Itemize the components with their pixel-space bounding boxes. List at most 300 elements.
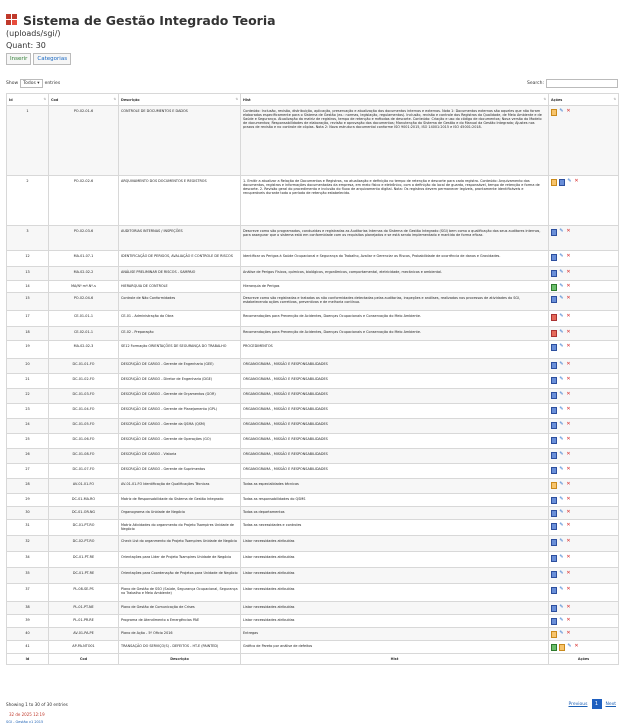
row-actions	[549, 176, 619, 226]
row-actions	[549, 341, 619, 359]
table-row	[7, 615, 619, 628]
edit-icon[interactable]: ✎	[559, 253, 564, 259]
toolbar	[6, 53, 71, 65]
pdf-file-icon[interactable]	[551, 631, 557, 638]
row-code: DC-01-PT-RO	[49, 520, 119, 536]
edit-icon[interactable]: ✎	[559, 604, 564, 610]
edit-icon[interactable]: ✎	[559, 376, 564, 382]
edit-icon[interactable]: ✎	[559, 421, 564, 427]
row-history: Todos os departamentos	[241, 507, 549, 520]
row-description: CE-02 - Preparação	[119, 327, 241, 341]
row-actions	[549, 419, 619, 434]
table-info: Showing 1 to 30 of 30 entries	[6, 702, 68, 707]
pdf-file-icon[interactable]	[559, 644, 565, 651]
excel-file-icon[interactable]	[551, 644, 557, 651]
row-description: Orientações para Líder de Projeto Tsampires Unidade de Negócio	[119, 552, 241, 568]
row-code: PO-02-03-6	[49, 226, 119, 251]
row-actions	[549, 615, 619, 628]
table-row	[7, 293, 619, 311]
delete-icon[interactable]: ✕	[566, 436, 571, 442]
row-id: 24	[7, 419, 49, 434]
entries-label: entries	[44, 81, 61, 86]
word-file-icon[interactable]	[559, 179, 565, 186]
edit-icon[interactable]: ✎	[559, 617, 564, 623]
word-file-icon[interactable]	[551, 587, 557, 594]
row-code: AV-01-01-FO	[49, 479, 119, 494]
word-file-icon[interactable]	[551, 605, 557, 612]
delete-icon[interactable]: ✕	[566, 586, 571, 592]
sort-icon: ⇅	[235, 97, 238, 101]
table-row	[7, 628, 619, 641]
row-history: 1. Emitir a atualizar a Relação de Documentos e Registros, na atualização e definição no tempo de retenção e descarte para cada registro. Conteúdo: Arquivamento dos documentos, registros e informações documentadas da empresa, em meio físico e eletrônico, com a definição do local de guarda, responsável, tempo de retenção e forma de descarte. 2. Revisão geral do procedimento e inclusão do fluxo de arquivamento digital. Nota: Os registros devem permanecer legíveis, prontamente identificáveis e recuperáveis durante todo o período de retenção estabelecido.	[241, 176, 549, 226]
word-file-icon[interactable]	[551, 467, 557, 474]
row-actions	[549, 267, 619, 281]
row-id: 38	[7, 602, 49, 615]
row-history: Análise de Perigos Físicos, químicos, biológicos, ergonômicos, comportamental, eletricidade, mecânicos e ambiental.	[241, 267, 549, 281]
column-header-id[interactable]: Id ⇅	[7, 94, 49, 106]
word-file-icon[interactable]	[551, 377, 557, 384]
row-history: Recomendações para Prevenção de Acidentes, Doenças Ocupacionais e Conservação do Meio Ambiente.	[241, 327, 549, 341]
row-actions	[549, 449, 619, 464]
delete-icon[interactable]: ✕	[574, 643, 579, 649]
row-description: DESCRIÇÃO DE CARGO - Gerente de Orçamentos (GOR)	[119, 389, 241, 404]
delete-icon[interactable]: ✕	[566, 538, 571, 544]
table-row	[7, 449, 619, 464]
delete-icon[interactable]: ✕	[566, 421, 571, 427]
column-header-descricao[interactable]: Descrição ⇅	[119, 94, 241, 106]
row-code: MA-02-02-2	[49, 267, 119, 281]
row-id: 41	[7, 641, 49, 654]
edit-icon[interactable]: ✎	[559, 496, 564, 502]
delete-icon[interactable]: ✕	[566, 451, 571, 457]
edit-icon[interactable]: ✎	[559, 466, 564, 472]
footer-header-hist: Hist	[241, 654, 549, 665]
word-file-icon[interactable]	[551, 344, 557, 351]
row-code: PL-08-SE-PS	[49, 584, 119, 602]
row-id: 2	[7, 176, 49, 226]
delete-icon[interactable]: ✕	[566, 108, 571, 114]
edit-icon[interactable]: ✎	[559, 283, 564, 289]
row-code: PO-02-02-6	[49, 176, 119, 226]
previous-page-link[interactable]: Previous	[568, 701, 588, 707]
edit-icon[interactable]: ✎	[559, 295, 564, 301]
edit-icon[interactable]: ✎	[559, 391, 564, 397]
delete-icon[interactable]: ✕	[566, 283, 571, 289]
delete-icon[interactable]: ✕	[566, 391, 571, 397]
table-row	[7, 494, 619, 507]
row-description: Check List do organmento do Projeto Tsampires Unidade de Negócio	[119, 536, 241, 552]
delete-icon[interactable]: ✕	[566, 604, 571, 610]
word-file-icon[interactable]	[551, 539, 557, 546]
pdf-file-icon[interactable]	[551, 109, 557, 116]
row-code: DC-01-05-FO	[49, 419, 119, 434]
table-row	[7, 479, 619, 494]
upload-path: (uploads/sgi/)	[6, 29, 61, 38]
row-history: Gráfico de Pareto por análise de defeitos	[241, 641, 549, 654]
table-row	[7, 641, 619, 654]
row-actions	[549, 602, 619, 615]
row-id: 40	[7, 628, 49, 641]
row-history: ORGANOGRAMA , MISSÃO E RESPONSABILIDADES	[241, 464, 549, 479]
quantity-count: Quant: 30	[6, 41, 46, 50]
edit-icon[interactable]: ✎	[559, 509, 564, 515]
word-file-icon[interactable]	[551, 296, 557, 303]
word-file-icon[interactable]	[551, 270, 557, 277]
row-actions	[549, 389, 619, 404]
row-description: IDENTIFICAÇÃO DE PERIGOS, AVALIAÇÃO E CONTROLE DE RISCOS	[119, 251, 241, 267]
row-history: Identificar os Perigos à Saúde Ocupacional e Segurança do Trabalho, Avaliar e Gerenciar os Riscos, Probabilidade de ocorrência de danos e Gravidades.	[241, 251, 549, 267]
column-header-cod[interactable]: Cod ⇅	[49, 94, 119, 106]
row-actions	[549, 552, 619, 568]
row-code: PO-02-01-6	[49, 106, 119, 176]
row-history: Descreve como são programadas, conduzidas e registradas as Auditorias Internas do Sistema de Gestão Integrado (SGI) bem como a qualificação dos seus auditores internos, para assegurar que o sistema está em conformidade com os requisitos planejados e se está sendo implementado e mantido de forma eficaz.	[241, 226, 549, 251]
show-entries-control	[6, 79, 60, 88]
delete-icon[interactable]: ✕	[566, 228, 571, 234]
row-id: 28	[7, 479, 49, 494]
delete-icon[interactable]: ✕	[566, 570, 571, 576]
row-id: 37	[7, 584, 49, 602]
row-description: AV-01-01-FO Identificação de Qualificações Técnicas	[119, 479, 241, 494]
edit-icon[interactable]: ✎	[559, 269, 564, 275]
edit-icon[interactable]: ✎	[559, 436, 564, 442]
delete-icon[interactable]: ✕	[566, 466, 571, 472]
row-actions	[549, 106, 619, 176]
row-actions	[549, 226, 619, 251]
row-history: ORGANOGRAMA , MISSÃO E RESPONSABILIDADES	[241, 374, 549, 389]
delete-icon[interactable]: ✕	[566, 295, 571, 301]
row-actions	[549, 404, 619, 419]
edit-icon[interactable]: ✎	[559, 538, 564, 544]
row-history: Conteúdo: Inclusão, revisão, distribuição, aplicação, preservação e atualização dos documentos internos e externos. Nota 1: Documentos externos são aqueles que não foram elaborados especificamente para o Sistema de Gestão (ex.: normas, legislação, regulamentos). Inclusão, revisão e controle dos Registros da Qualidade, de Meio Ambiente e de Saúde e Segurança. Atualização da matriz de registros, tempo de retenção e métodos de descarte. Conteúdo: Criação e uso do código de documentos; Nova versão do Modelo de documentos; Responsabilidades de elaboração, revisão e aprovação dos documentos; Manutenção do Sistema de Gestão e do Manual da Gestão Integrada; Ajustes nos prazos de revisão e no controle de cópias. Nota 2: Nova estrutura documental conforme ISO 9001:2015, ISO 14001:2015 e ISO 45001:2018.	[241, 106, 549, 176]
word-file-icon[interactable]	[551, 229, 557, 236]
row-code: PO-02-04-6	[49, 293, 119, 311]
word-file-icon[interactable]	[551, 523, 557, 530]
row-history: PROCEDIMENTOS	[241, 341, 549, 359]
row-description: Matriz de Responsabilidade do Sistema de Gestão Integrado	[119, 494, 241, 507]
word-file-icon[interactable]	[551, 618, 557, 625]
edit-icon[interactable]: ✎	[559, 451, 564, 457]
edit-icon[interactable]: ✎	[559, 406, 564, 412]
row-id: 32	[7, 536, 49, 552]
row-code: DC-01-03-FO	[49, 389, 119, 404]
table-row	[7, 389, 619, 404]
row-description: SE12 Formação ORIENTAÇÕES DE SEGURANÇA DO TRABALHO	[119, 341, 241, 359]
row-id: 18	[7, 327, 49, 341]
row-history: ORGANOGRAMA , MISSÃO E RESPONSABILIDADES	[241, 434, 549, 449]
row-description: ANÁLISE PRELIMINAR DE RISCOS - SAMPAIO	[119, 267, 241, 281]
row-id: 3	[7, 226, 49, 251]
row-description: DESCRIÇÃO DE CARGO - Gerente de Engenharia (GEE)	[119, 359, 241, 374]
edit-icon[interactable]: ✎	[559, 586, 564, 592]
row-id: 29	[7, 494, 49, 507]
row-description: DESCRIÇÃO DE CARGO - Diretor de Engenharia (DGE)	[119, 374, 241, 389]
row-description: Matriz Atividades do organmento do Projeto Tsampires Unidade de Negócio	[119, 520, 241, 536]
edit-icon[interactable]: ✎	[559, 361, 564, 367]
table-row	[7, 404, 619, 419]
row-history: Listar necessidades atribuídas	[241, 568, 549, 584]
footer-header-descricao: Descrição	[119, 654, 241, 665]
search-input[interactable]	[546, 79, 618, 88]
row-code: CE-01-01-1	[49, 311, 119, 327]
row-id: 1	[7, 106, 49, 176]
sort-icon: ⇅	[43, 97, 46, 101]
row-description: Plano de Gestão de Comunicação de Crises	[119, 602, 241, 615]
show-label: Show	[6, 81, 19, 86]
row-code: DC-01-07-FO	[49, 464, 119, 479]
row-actions	[549, 359, 619, 374]
pdf-file-icon[interactable]	[551, 330, 557, 337]
word-file-icon[interactable]	[551, 555, 557, 562]
categories-button[interactable]: Categorias	[33, 53, 71, 65]
row-description: DESCRIÇÃO DE CARGO - Gerente de Suprimentos	[119, 464, 241, 479]
edit-icon[interactable]: ✎	[567, 178, 572, 184]
row-history: ORGANOGRAMA , MISSÃO E RESPONSABILIDADES	[241, 359, 549, 374]
row-description: ARQUIVAMENTO DOS DOCUMENTOS E REGISTROS	[119, 176, 241, 226]
delete-icon[interactable]: ✕	[566, 406, 571, 412]
footer-version: SGI - Gestão v1 2015	[6, 720, 44, 724]
table-row	[7, 176, 619, 226]
table-row	[7, 520, 619, 536]
row-history: Listar necessidades atribuídas	[241, 615, 549, 628]
sort-icon: ⇅	[113, 97, 116, 101]
search-control	[527, 79, 618, 88]
row-code: DC-01-06-FO	[49, 434, 119, 449]
row-id: 22	[7, 389, 49, 404]
row-code: AV-01-PA-PE	[49, 628, 119, 641]
sort-icon: ⇅	[613, 97, 616, 101]
column-header-hist[interactable]: Hist ⇅	[241, 94, 549, 106]
row-description: CONTROLE DE DOCUMENTOS E DADOS	[119, 106, 241, 176]
row-actions	[549, 641, 619, 654]
row-actions	[549, 520, 619, 536]
delete-icon[interactable]: ✕	[566, 329, 571, 335]
row-history: ORGANOGRAMA , MISSÃO E RESPONSABILIDADES	[241, 404, 549, 419]
word-file-icon[interactable]	[551, 254, 557, 261]
search-label: Search:	[527, 81, 544, 86]
table-row	[7, 568, 619, 584]
delete-icon[interactable]: ✕	[566, 496, 571, 502]
row-description: Controle de Não Conformidades	[119, 293, 241, 311]
row-actions	[549, 464, 619, 479]
row-code: CE-02-01-1	[49, 327, 119, 341]
row-id: 31	[7, 520, 49, 536]
row-code: DC-01-04-FO	[49, 404, 119, 419]
row-id: 20	[7, 359, 49, 374]
table-row	[7, 434, 619, 449]
row-history: Todas as especialidades técnicas	[241, 479, 549, 494]
word-file-icon[interactable]	[551, 407, 557, 414]
pdf-file-icon[interactable]	[551, 314, 557, 321]
table-row	[7, 552, 619, 568]
row-description: DESCRIÇÃO DE CARGO - Gerente de Planejamento (GPL)	[119, 404, 241, 419]
row-description: Plano de Gestão de SSO (Saúde, Segurança Ocupacional, Segurança no Trabalho e Meio Ambiente)	[119, 584, 241, 602]
footer-header-cod: Cod	[49, 654, 119, 665]
row-description: TRANSAÇÃO DO SERVIÇO(S) - DEFEITOS - HT-E (PAINTED)	[119, 641, 241, 654]
row-history: Listar necessidades atribuídas	[241, 602, 549, 615]
column-header-acoes[interactable]: Ações ⇅	[549, 94, 619, 106]
pdf-file-icon[interactable]	[551, 482, 557, 489]
row-history: ORGANOGRAMA , MISSÃO E RESPONSABILIDADES	[241, 389, 549, 404]
row-description: DESCRIÇÃO DE CARGO - Gerente da QSMA (QSM)	[119, 419, 241, 434]
word-file-icon[interactable]	[551, 437, 557, 444]
edit-icon[interactable]: ✎	[559, 228, 564, 234]
footer-header-id: Id	[7, 654, 49, 665]
row-code: DC-02-PT-RO	[49, 536, 119, 552]
table-row	[7, 251, 619, 267]
row-actions	[549, 434, 619, 449]
row-actions	[549, 311, 619, 327]
delete-icon[interactable]: ✕	[566, 554, 571, 560]
row-actions	[549, 281, 619, 293]
row-history: ORGANOGRAMA , MISSÃO E RESPONSABILIDADES	[241, 449, 549, 464]
row-id: 35	[7, 568, 49, 584]
row-history: Listar necessidades atribuídas	[241, 584, 549, 602]
table-row	[7, 584, 619, 602]
edit-icon[interactable]: ✎	[559, 343, 564, 349]
row-actions	[549, 293, 619, 311]
delete-icon[interactable]: ✕	[566, 617, 571, 623]
edit-icon[interactable]: ✎	[559, 313, 564, 319]
row-history: Listar necessidades atribuídas	[241, 536, 549, 552]
edit-icon[interactable]: ✎	[559, 570, 564, 576]
table-row	[7, 281, 619, 293]
delete-icon[interactable]: ✕	[566, 343, 571, 349]
row-history: Hierarquia de Perigos	[241, 281, 549, 293]
row-id: 27	[7, 464, 49, 479]
row-history: Entregas	[241, 628, 549, 641]
row-code: DC-01-08-FO	[49, 449, 119, 464]
row-id: 23	[7, 404, 49, 419]
row-history: Todas as responsabilidades do QSMS	[241, 494, 549, 507]
edit-icon[interactable]: ✎	[559, 108, 564, 114]
row-description: HIERARQUIA DE CONTROLE	[119, 281, 241, 293]
row-id: 39	[7, 615, 49, 628]
word-file-icon[interactable]	[551, 362, 557, 369]
delete-icon[interactable]: ✕	[566, 361, 571, 367]
row-history: Listar necessidades atribuídas	[241, 552, 549, 568]
row-code: MA-02-02-3	[49, 341, 119, 359]
row-id: 12	[7, 251, 49, 267]
delete-icon[interactable]: ✕	[566, 376, 571, 382]
app-header	[6, 9, 276, 31]
excel-file-icon[interactable]	[551, 284, 557, 291]
row-description: Programa de Atendimento a Emergências PAE	[119, 615, 241, 628]
documents-table	[6, 93, 619, 665]
table-row	[7, 374, 619, 389]
row-id: 17	[7, 311, 49, 327]
row-id: 15	[7, 293, 49, 311]
table-row	[7, 419, 619, 434]
row-history: Descreve como são registradas e tratadas as não conformidades detectadas pelas auditorias, inspeções e análises, realizadas nos processos de atividades do SGI, estabelecendo ações corretivas, preventivas e de melhoria contínua.	[241, 293, 549, 311]
table-row	[7, 341, 619, 359]
row-actions	[549, 494, 619, 507]
row-id: 26	[7, 449, 49, 464]
delete-icon[interactable]: ✕	[566, 269, 571, 275]
delete-icon[interactable]: ✕	[566, 313, 571, 319]
app-logo-icon	[6, 14, 18, 26]
row-description: Plano de Ação - 5º Oficio 2016	[119, 628, 241, 641]
word-file-icon[interactable]	[551, 392, 557, 399]
row-description: Organograma da Unidade de Negócio	[119, 507, 241, 520]
table-row	[7, 311, 619, 327]
row-code: DC-01-01-FO	[49, 359, 119, 374]
delete-icon[interactable]: ✕	[566, 522, 571, 528]
row-description: AUDITORIAS INTERNAS / INSPEÇÕES	[119, 226, 241, 251]
edit-icon[interactable]: ✎	[559, 630, 564, 636]
row-code: PL-01-PT-NE	[49, 602, 119, 615]
row-code: MA/Nº mª-Nº-s	[49, 281, 119, 293]
row-actions	[549, 568, 619, 584]
table-row	[7, 106, 619, 176]
table-row	[7, 267, 619, 281]
next-page-link[interactable]: Next	[605, 701, 616, 707]
row-actions	[549, 507, 619, 520]
row-history: Recomendações para Prevenção de Acidentes, Doenças Ocupacionais e Conservação do Meio Ambiente.	[241, 311, 549, 327]
table-row	[7, 464, 619, 479]
row-code: DC-01-OR-NG	[49, 507, 119, 520]
table-row	[7, 226, 619, 251]
row-actions	[549, 251, 619, 267]
word-file-icon[interactable]	[551, 422, 557, 429]
edit-icon[interactable]: ✎	[559, 329, 564, 335]
row-code: MA-01-07-1	[49, 251, 119, 267]
table-row	[7, 602, 619, 615]
pdf-file-icon[interactable]	[551, 179, 557, 186]
pagination	[568, 699, 616, 709]
table-row	[7, 536, 619, 552]
word-file-icon[interactable]	[551, 497, 557, 504]
table-row	[7, 507, 619, 520]
delete-icon[interactable]: ✕	[574, 178, 579, 184]
current-page-button[interactable]: 1	[592, 699, 602, 709]
row-code: AP-PA-NTO01	[49, 641, 119, 654]
delete-icon[interactable]: ✕	[566, 253, 571, 259]
row-id: 30	[7, 507, 49, 520]
row-id: 14	[7, 281, 49, 293]
edit-icon[interactable]: ✎	[559, 481, 564, 487]
row-id: 25	[7, 434, 49, 449]
word-file-icon[interactable]	[551, 510, 557, 517]
row-description: CE-01 - Administração da Obra	[119, 311, 241, 327]
insert-button[interactable]: Inserir	[6, 53, 31, 65]
row-code: DC-01-PT-RE	[49, 552, 119, 568]
delete-icon[interactable]: ✕	[566, 509, 571, 515]
entries-select-value: Todos	[23, 81, 36, 86]
row-description: DESCRIÇÃO DE CARGO - Vistoria	[119, 449, 241, 464]
footer-timestamp: 32 de 2025 12:19	[9, 712, 45, 717]
row-id: 34	[7, 552, 49, 568]
row-description: Orientações para Coordenação de Projetos para Unidade de Negócio	[119, 568, 241, 584]
row-code: DC-01-PT-RE	[49, 568, 119, 584]
edit-icon[interactable]: ✎	[567, 643, 572, 649]
delete-icon[interactable]: ✕	[566, 481, 571, 487]
row-history: Todas as necessidades e controles	[241, 520, 549, 536]
delete-icon[interactable]: ✕	[566, 630, 571, 636]
edit-icon[interactable]: ✎	[559, 522, 564, 528]
entries-select[interactable]: Todos ▾	[20, 79, 42, 88]
row-code: DC-01-MA-RO	[49, 494, 119, 507]
word-file-icon[interactable]	[551, 452, 557, 459]
word-file-icon[interactable]	[551, 571, 557, 578]
row-id: 13	[7, 267, 49, 281]
page-title: Sistema de Gestão Integrado Teoria	[23, 12, 276, 28]
row-actions	[549, 584, 619, 602]
edit-icon[interactable]: ✎	[559, 554, 564, 560]
row-history: ORGANOGRAMA , MISSÃO E RESPONSABILIDADES	[241, 419, 549, 434]
row-actions	[549, 479, 619, 494]
table-header-row	[7, 94, 619, 106]
table-row	[7, 359, 619, 374]
